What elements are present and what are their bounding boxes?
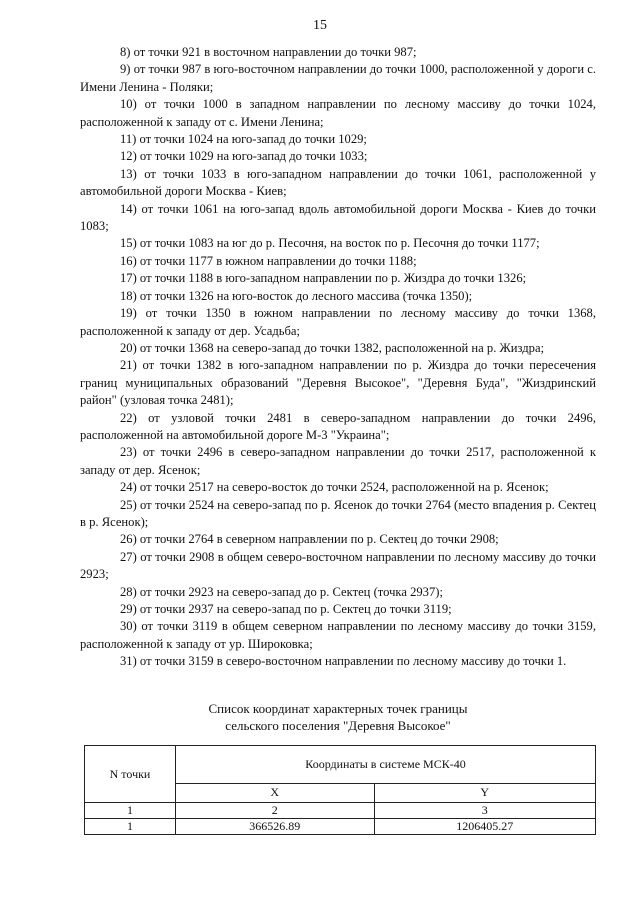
paragraph-22: 22) от узловой точки 2481 в северо-западном направлении до точки 2496, расположенной на автомобильной дороге М-3 "Украина"; — [80, 410, 596, 442]
paragraph-18: 18) от точки 1326 на юго-восток до лесного массива (точка 1350); — [120, 288, 473, 303]
table-caption — [80, 700, 596, 734]
paragraph-8: 8) от точки 921 в восточном направлении до точки 987; — [120, 45, 417, 59]
header-coordinate-system: Координаты в системе МСК-40 — [176, 746, 596, 784]
header-point-number: N точки — [85, 746, 176, 803]
index-cell: 3 — [374, 803, 595, 819]
paragraph-13: 13) от точки 1033 в юго-западном направлении до точки 1061, расположенной у автомобильной дороги Москва - Киев; — [80, 166, 596, 199]
paragraph-19: 19) от точки 1350 в южном направлении по лесному массиву до точки 1368, расположенной к западу от дер. Усадьба; — [80, 306, 596, 338]
paragraph-16: 16) от точки 1177 в южном направлении до точки 1188; — [120, 253, 417, 268]
paragraph-28: 28) от точки 2923 на северо-запад до р. Сектец (точка 2937); — [120, 584, 443, 599]
table-header-row — [85, 746, 596, 784]
paragraph-11: 11) от точки 1024 на юго-запад до точки 1029; — [120, 132, 367, 147]
paragraph-10: 10) от точки 1000 в западном направлении по лесному массиву до точки 1024, расположенной к западу от с. Имени Ленина; — [80, 97, 596, 129]
index-cell: 2 — [176, 803, 375, 819]
header-x: X — [176, 783, 375, 802]
table-index-row — [85, 803, 596, 819]
y-coordinate-cell: 1206405.27 — [374, 819, 595, 835]
header-y: Y — [374, 783, 595, 802]
paragraph-27: 27) от точки 2908 в общем северо-восточном направлении по лесному массиву до точки 2923; — [80, 549, 596, 582]
paragraph-26: 26) от точки 2764 в северном направлении по р. Сектец до точки 2908; — [120, 532, 499, 547]
paragraph-12: 12) от точки 1029 на юго-запад до точки 1033; — [120, 149, 368, 164]
paragraph-20: 20) от точки 1368 на северо-запад до точки 1382, расположенной на р. Жиздра; — [120, 340, 545, 355]
paragraph-25: 25) от точки 2524 на северо-запад по р. Ясенок до точки 2764 (место впадения р. Сектец в р. Ясенок); — [80, 497, 596, 529]
caption-line-2: сельского поселения "Деревня Высокое" — [225, 718, 451, 733]
index-cell: 1 — [85, 803, 176, 819]
paragraph-9: 9) от точки 987 в юго-восточном направлении до точки 1000, расположенной у дороги с. Имени Ленина - Поляки; — [80, 62, 596, 94]
boundary-description — [80, 44, 596, 671]
caption-line-1: Список координат характерных точек границы — [208, 701, 468, 716]
paragraph-30: 30) от точки 3119 в общем северном направлении по лесному массиву до точки 3159, расположенной к западу от ур. Широковка; — [80, 619, 596, 651]
point-number-cell: 1 — [85, 819, 176, 835]
paragraph-31: 31) от точки 3159 в северо-восточном направлении по лесному массиву до точки 1. — [120, 654, 567, 669]
paragraph-23: 23) от точки 2496 в северо-западном направлении до точки 2517, расположенной к западу от дер. Ясенок; — [80, 445, 596, 477]
paragraph-29: 29) от точки 2937 на северо-запад по р. Сектец до точки 3119; — [120, 602, 452, 616]
paragraph-24: 24) от точки 2517 на северо-восток до точки 2524, расположенной на р. Ясенок; — [120, 480, 549, 495]
paragraph-17: 17) от точки 1188 в юго-западном направлении по р. Жиздра до точки 1326; — [120, 271, 527, 286]
page-number: 15 — [313, 18, 327, 33]
x-coordinate-cell: 366526.89 — [176, 819, 375, 835]
table-row — [85, 819, 596, 835]
paragraph-15: 15) от точки 1083 на юг до р. Песочня, на восток по р. Песочня до точки 1177; — [120, 236, 540, 251]
paragraph-21: 21) от точки 1382 в юго-западном направлении по р. Жиздра до точки пересечения границ муниципальных образований "Деревня Высокое", "Деревня Буда", "Жиздринский район" (узловая точка 2481); — [80, 358, 596, 408]
paragraph-14: 14) от точки 1061 на юго-запад вдоль автомобильной дороги Москва - Киев до точки 1083; — [80, 201, 596, 234]
coordinates-table — [84, 745, 596, 835]
